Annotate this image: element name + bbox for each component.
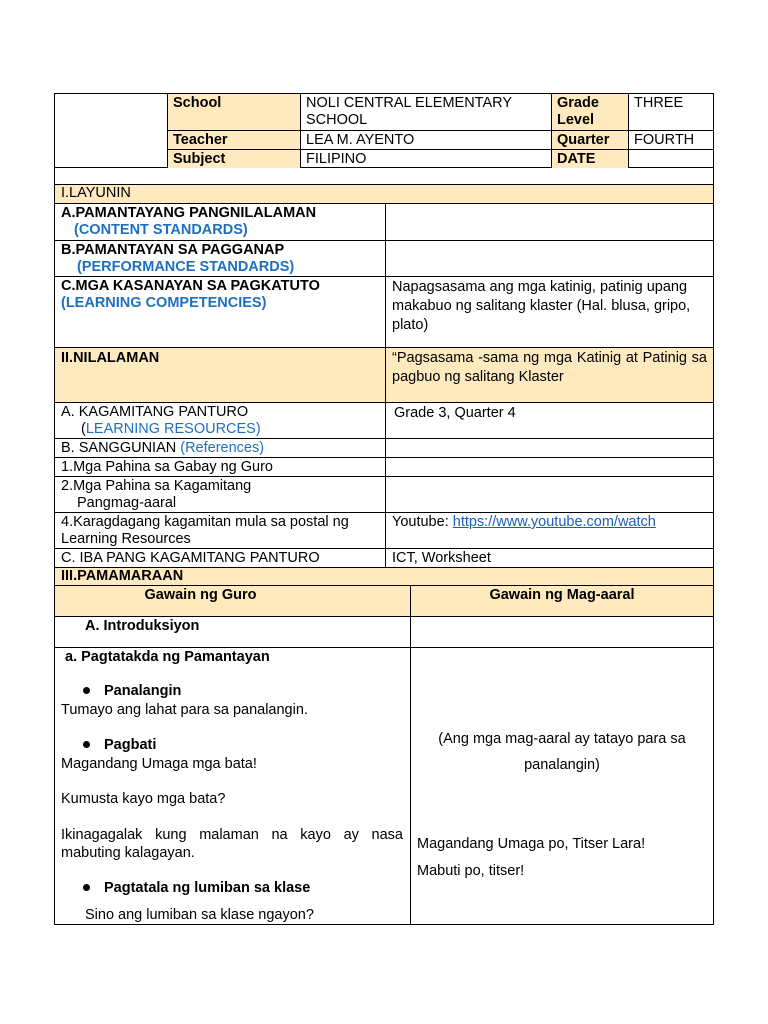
response-kumusta: Mabuti po, titser!	[417, 863, 525, 879]
magaaral-activities	[410, 648, 713, 924]
gabay-guro-value	[385, 458, 713, 476]
pamamaraan-title: III.PAMAMARAAN	[61, 568, 184, 584]
content-standards-title: A.PAMANTAYANG PANGNILALAMAN	[61, 205, 317, 221]
subject-label: Subject	[167, 149, 300, 168]
pagbati-text-3: Ikinagagalak kung malaman na kayo ay nasa mabuting kalagayan.	[61, 827, 403, 861]
kagamitan-sub-paren: (	[81, 421, 86, 437]
iba-pang-label: C. IBA PANG KAGAMITANG PANTURO	[61, 550, 320, 566]
kagamitan-title: A. KAGAMITANG PANTURO	[61, 404, 249, 420]
row-sanggunian	[54, 439, 714, 458]
school-label: School	[167, 94, 300, 130]
bullet-icon	[83, 687, 90, 694]
row-gabay-guro	[54, 458, 714, 477]
teacher-value: LEA M. AYENTO	[300, 130, 551, 149]
response-pagbati: Magandang Umaga po, Titser Lara!	[417, 836, 646, 852]
pagbati-text-2: Kumusta kayo mga bata?	[61, 791, 226, 807]
date-label: DATE	[551, 149, 628, 168]
bullet-icon	[83, 741, 90, 748]
col-header-magaaral: Gawain ng Mag-aaral	[410, 586, 713, 616]
sanggunian-label: B. SANGGUNIAN	[61, 440, 181, 456]
iba-pang-value: ICT, Worksheet	[385, 549, 713, 567]
content-standards-value	[385, 204, 713, 240]
pagtatakda-label: a. Pagtatakda ng Pamantayan	[65, 649, 270, 665]
col-header-guro: Gawain ng Guro	[144, 587, 257, 603]
row-nilalaman	[54, 348, 714, 403]
introduksiyon-value	[410, 617, 713, 647]
kagamitan-value: Grade 3, Quarter 4	[385, 403, 713, 438]
row-procedure-headers	[54, 586, 714, 617]
guro-activities	[55, 648, 410, 924]
youtube-prefix: Youtube:	[392, 514, 453, 530]
nilalaman-title: II.NILALAMAN	[61, 350, 160, 366]
header-table	[54, 93, 714, 168]
pangmag-aaral-label-2: Pangmag-aaral	[77, 495, 177, 511]
performance-standards-sub: (PERFORMANCE STANDARDS)	[77, 259, 295, 275]
section-layunin	[54, 185, 714, 204]
row-performance-standards	[54, 241, 714, 277]
row-pagtatakda	[54, 648, 714, 925]
school-value: NOLI CENTRAL ELEMENTARY SCHOOL	[300, 94, 551, 130]
quarter-value: FOURTH	[628, 130, 714, 149]
panalangin-label: Panalangin	[104, 683, 182, 699]
response-panalangin: (Ang mga mag-aaral ay tatayo para sa panalangin)	[438, 731, 686, 773]
row-learning-competencies	[54, 277, 714, 348]
pagtatala-text: Sino ang lumiban sa klase ngayon?	[85, 907, 314, 923]
competencies-title: C.MGA KASANAYAN SA PAGKATUTO	[61, 278, 320, 294]
grade-level-value: THREE	[628, 94, 714, 130]
row-introduksiyon	[54, 617, 714, 648]
competencies-value: Napagsasama ang mga katinig, patinig upang makabuo ng salitang klaster (Hal. blusa, gripo, plato)	[385, 277, 713, 347]
performance-standards-title: B.PAMANTAYAN SA PAGGANAP	[61, 242, 285, 258]
nilalaman-value: “Pagsasama -sama ng mga Katinig at Patinig sa pagbuo ng salitang Klaster	[385, 348, 713, 402]
karagdagang-label: 4.Karagdagang kagamitan mula sa postal ng Learning Resources	[61, 514, 349, 547]
competencies-sub: (LEARNING COMPETENCIES)	[61, 295, 267, 311]
row-content-standards	[54, 204, 714, 241]
panalangin-text: Tumayo ang lahat para sa panalangin.	[61, 702, 308, 718]
bullet-icon	[83, 884, 90, 891]
row-kagamitang-pangmag-aaral	[54, 477, 714, 513]
sanggunian-sub: (References)	[180, 440, 265, 456]
spacer-row	[54, 167, 714, 185]
pangmag-aaral-label: 2.Mga Pahina sa Kagamitang	[61, 478, 252, 494]
youtube-link[interactable]: https://www.youtube.com/watch	[452, 514, 656, 530]
row-karagdagang-kagamitan	[54, 513, 714, 549]
section-title: I.LAYUNIN	[61, 185, 131, 201]
row-iba-pang-kagamitan	[54, 549, 714, 568]
introduksiyon-label: A. Introduksiyon	[85, 618, 200, 634]
sanggunian-value	[385, 439, 713, 457]
pagbati-text-1: Magandang Umaga mga bata!	[61, 756, 257, 772]
date-value	[628, 149, 714, 168]
content-standards-sub: (CONTENT STANDARDS)	[74, 222, 248, 238]
pangmag-aaral-value	[385, 477, 713, 512]
quarter-label: Quarter	[551, 130, 628, 149]
gabay-guro-label: 1.Mga Pahina sa Gabay ng Guro	[61, 459, 273, 475]
teacher-label: Teacher	[167, 130, 300, 149]
pagbati-label: Pagbati	[104, 737, 157, 753]
pagtatala-label: Pagtatala ng lumiban sa klase	[104, 880, 311, 896]
performance-standards-value	[385, 241, 713, 276]
grade-level-label: Grade Level	[551, 94, 628, 130]
subject-value: FILIPINO	[300, 149, 551, 168]
kagamitan-sub: LEARNING RESOURCES)	[85, 421, 261, 437]
row-kagamitan	[54, 403, 714, 439]
section-pamamaraan	[54, 568, 714, 586]
